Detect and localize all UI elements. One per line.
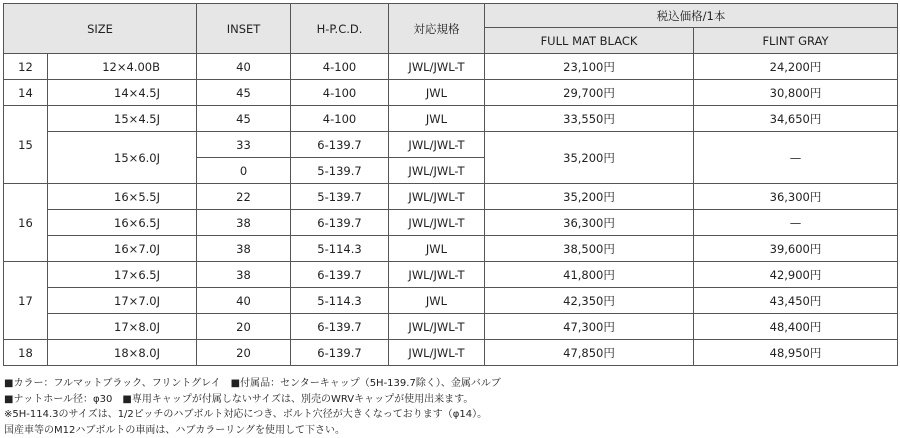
table-row	[4, 340, 898, 366]
size-cell: 17×7.0J	[48, 288, 197, 314]
note-hub-collar: 国産車等のM12ハブボルトの車両は、ハブカラーリングを使用して下さい。	[4, 423, 896, 438]
note-colors-accessories: ■カラー：フルマットブラック、フリントグレイ ■付属品：センターキャップ（5H-139.7除く）、金属バルブ	[4, 376, 896, 392]
pcd-cell: 5-114.3	[291, 288, 389, 314]
header-flint-gray: FLINT GRAY	[694, 28, 898, 54]
pcd-cell: 6-139.7	[291, 132, 389, 158]
price-gray-cell: 34,650円	[694, 106, 898, 132]
size-cell: 16×6.5J	[48, 210, 197, 236]
spec-cell: JWL/JWL-T	[389, 314, 485, 340]
size-cell: 14×4.5J	[48, 80, 197, 106]
inset-cell: 38	[197, 210, 291, 236]
inset-cell: 40	[197, 54, 291, 80]
header-pcd: H-P.C.D.	[291, 4, 389, 54]
spec-cell: JWL	[389, 106, 485, 132]
inset-cell: 38	[197, 236, 291, 262]
price-black-cell: 41,800円	[485, 262, 694, 288]
rim-group-cell: 12	[4, 54, 48, 80]
price-gray-cell: 42,900円	[694, 262, 898, 288]
header-price: 税込価格/1本	[485, 4, 898, 28]
header-full-mat-black: FULL MAT BLACK	[485, 28, 694, 54]
inset-cell: 38	[197, 262, 291, 288]
price-black-cell: 33,550円	[485, 106, 694, 132]
wheel-spec-table	[3, 3, 898, 366]
spec-cell: JWL	[389, 288, 485, 314]
size-cell: 16×7.0J	[48, 236, 197, 262]
table-row	[4, 314, 898, 340]
spec-cell: JWL	[389, 236, 485, 262]
inset-cell: 45	[197, 80, 291, 106]
inset-cell: 45	[197, 106, 291, 132]
table-row	[4, 80, 898, 106]
footnotes	[4, 376, 896, 438]
price-black-cell: 42,350円	[485, 288, 694, 314]
header-spec: 対応規格	[389, 4, 485, 54]
table-row	[4, 288, 898, 314]
inset-cell: 0	[197, 158, 291, 184]
rim-group-cell: 16	[4, 184, 48, 262]
rim-group-cell: 14	[4, 80, 48, 106]
table-row	[4, 132, 898, 158]
table-row	[4, 210, 898, 236]
rim-group-cell: 17	[4, 262, 48, 340]
table-row	[4, 54, 898, 80]
price-black-cell: 35,200円	[485, 132, 694, 184]
note-hub-bolt: ※5H-114.3のサイズは、1/2ピッチのハブボルト対応につき、ボルト穴径が大きくなっております（φ14）。	[4, 407, 896, 423]
inset-cell: 40	[197, 288, 291, 314]
price-black-cell: 47,300円	[485, 314, 694, 340]
pcd-cell: 6-139.7	[291, 262, 389, 288]
price-gray-cell: —	[694, 132, 898, 184]
spec-cell: JWL/JWL-T	[389, 184, 485, 210]
size-cell: 17×8.0J	[48, 314, 197, 340]
price-black-cell: 23,100円	[485, 54, 694, 80]
note-nut-hole: ■ナットホール径：φ30 ■専用キャップが付属しないサイズは、別売のWRVキャップが使用出来ます。	[4, 392, 896, 408]
price-gray-cell: —	[694, 210, 898, 236]
table-row	[4, 262, 898, 288]
size-cell: 15×6.0J	[48, 132, 197, 184]
inset-cell: 20	[197, 314, 291, 340]
pcd-cell: 4-100	[291, 80, 389, 106]
spec-cell: JWL/JWL-T	[389, 262, 485, 288]
pcd-cell: 6-139.7	[291, 210, 389, 236]
rim-group-cell: 15	[4, 106, 48, 184]
pcd-cell: 4-100	[291, 54, 389, 80]
price-black-cell: 38,500円	[485, 236, 694, 262]
spec-cell: JWL	[389, 80, 485, 106]
header-size: SIZE	[4, 4, 197, 54]
inset-cell: 33	[197, 132, 291, 158]
header-inset: INSET	[197, 4, 291, 54]
inset-cell: 20	[197, 340, 291, 366]
pcd-cell: 5-114.3	[291, 236, 389, 262]
price-black-cell: 29,700円	[485, 80, 694, 106]
price-gray-cell: 24,200円	[694, 54, 898, 80]
rim-group-cell: 18	[4, 340, 48, 366]
size-cell: 16×5.5J	[48, 184, 197, 210]
size-cell: 18×8.0J	[48, 340, 197, 366]
table-row	[4, 236, 898, 262]
size-cell: 15×4.5J	[48, 106, 197, 132]
size-cell: 17×6.5J	[48, 262, 197, 288]
price-gray-cell: 39,600円	[694, 236, 898, 262]
price-black-cell: 36,300円	[485, 210, 694, 236]
pcd-cell: 5-139.7	[291, 184, 389, 210]
spec-cell: JWL/JWL-T	[389, 54, 485, 80]
table-row	[4, 106, 898, 132]
table-row	[4, 184, 898, 210]
pcd-cell: 4-100	[291, 106, 389, 132]
price-gray-cell: 43,450円	[694, 288, 898, 314]
spec-cell: JWL/JWL-T	[389, 210, 485, 236]
price-gray-cell: 36,300円	[694, 184, 898, 210]
price-gray-cell: 48,400円	[694, 314, 898, 340]
spec-cell: JWL/JWL-T	[389, 158, 485, 184]
spec-cell: JWL/JWL-T	[389, 132, 485, 158]
size-cell: 12×4.00B	[48, 54, 197, 80]
pcd-cell: 6-139.7	[291, 314, 389, 340]
price-gray-cell: 48,950円	[694, 340, 898, 366]
pcd-cell: 5-139.7	[291, 158, 389, 184]
price-gray-cell: 30,800円	[694, 80, 898, 106]
price-black-cell: 47,850円	[485, 340, 694, 366]
price-black-cell: 35,200円	[485, 184, 694, 210]
inset-cell: 22	[197, 184, 291, 210]
pcd-cell: 6-139.7	[291, 340, 389, 366]
spec-cell: JWL/JWL-T	[389, 340, 485, 366]
